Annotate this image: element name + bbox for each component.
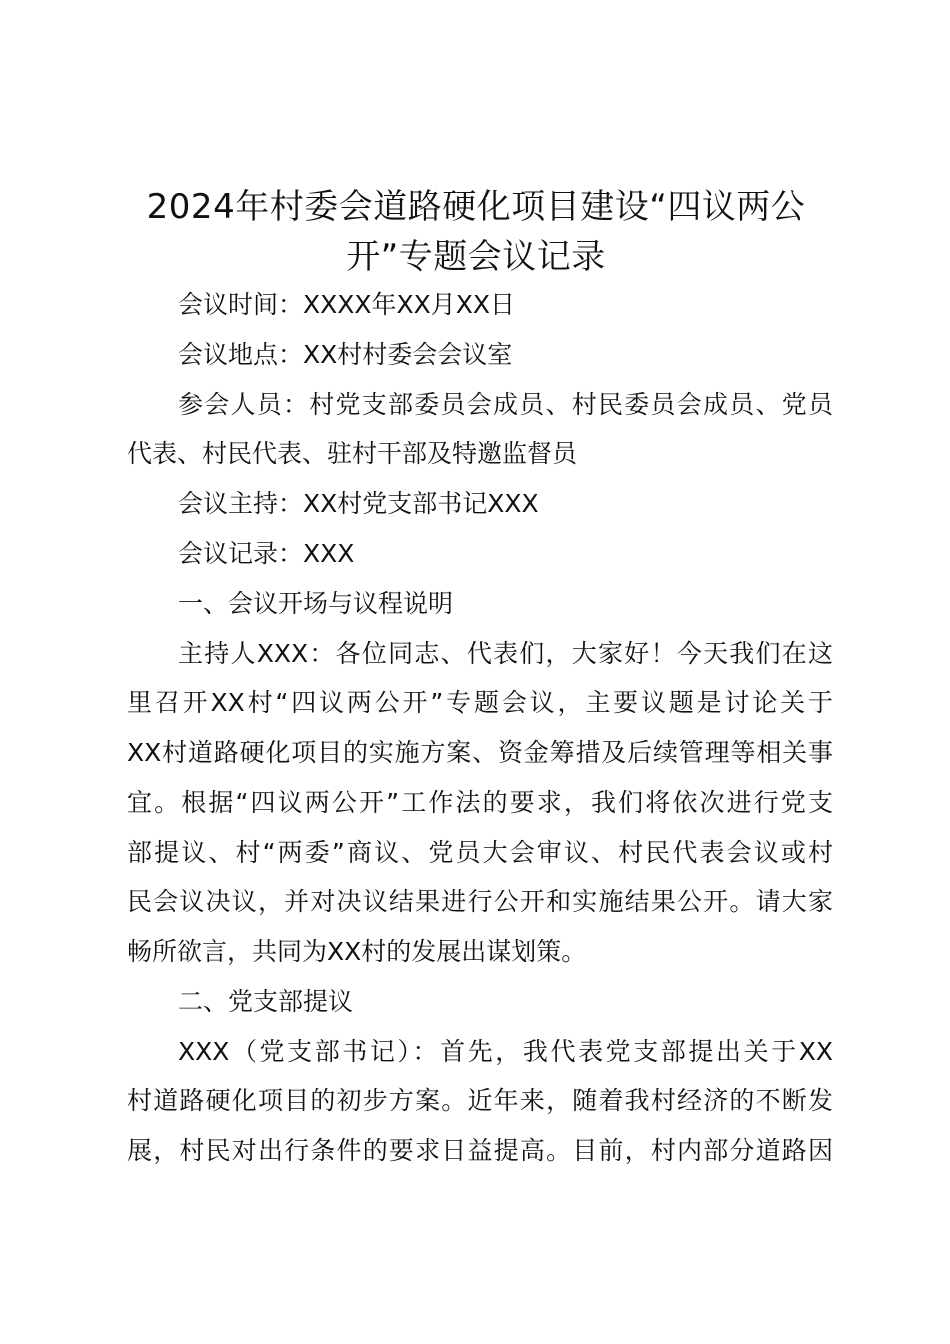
section-1-paragraph-line: 民会议决议，并对决议结果进行公开和实施结果公开。请大家	[127, 887, 833, 916]
meeting-recorder: 会议记录：XXX	[178, 539, 355, 568]
document-title	[120, 182, 832, 282]
title-line-2: 开”专题会议记录	[346, 237, 606, 277]
meeting-place: 会议地点：XX村村委会会议室	[178, 340, 513, 369]
section-1-paragraph-line: XX村道路硬化项目的实施方案、资金筹措及后续管理等相关事	[127, 738, 833, 767]
section-2-paragraph-line: 村道路硬化项目的初步方案。近年来，随着我村经济的不断发	[127, 1086, 833, 1115]
section-1-paragraph-line: 里召开XX村“四议两公开”专题会议，主要议题是讨论关于	[127, 688, 833, 717]
section-1-paragraph-line: 畅所欲言，共同为XX村的发展出谋划策。	[127, 937, 587, 966]
title-line-1: 2024年村委会道路硬化项目建设“四议两公	[146, 187, 806, 227]
section-1-heading: 一、会议开场与议程说明	[178, 589, 454, 618]
section-1-paragraph-line: 宜。根据“四议两公开”工作法的要求，我们将依次进行党支	[127, 788, 833, 817]
meeting-time: 会议时间：XXXX年XX月XX日	[178, 290, 516, 319]
section-2-paragraph-line: 展，村民对出行条件的要求日益提高。目前，村内部分道路因	[127, 1136, 833, 1165]
section-1-paragraph-line: 部提议、村“两委”商议、党员大会审议、村民代表会议或村	[127, 838, 833, 867]
meeting-attendees-line-2: 代表、村民代表、驻村干部及特邀监督员	[127, 439, 578, 468]
meeting-attendees-line-1: 参会人员：村党支部委员会成员、村民委员会成员、党员	[178, 390, 833, 419]
section-2-paragraph-line: XXX（党支部书记）：首先，我代表党支部提出关于XX	[178, 1037, 833, 1066]
meeting-host: 会议主持：XX村党支部书记XXX	[178, 489, 539, 518]
section-1-paragraph-line: 主持人XXX：各位同志、代表们，大家好！今天我们在这	[178, 639, 833, 668]
section-2-heading: 二、党支部提议	[178, 987, 354, 1016]
